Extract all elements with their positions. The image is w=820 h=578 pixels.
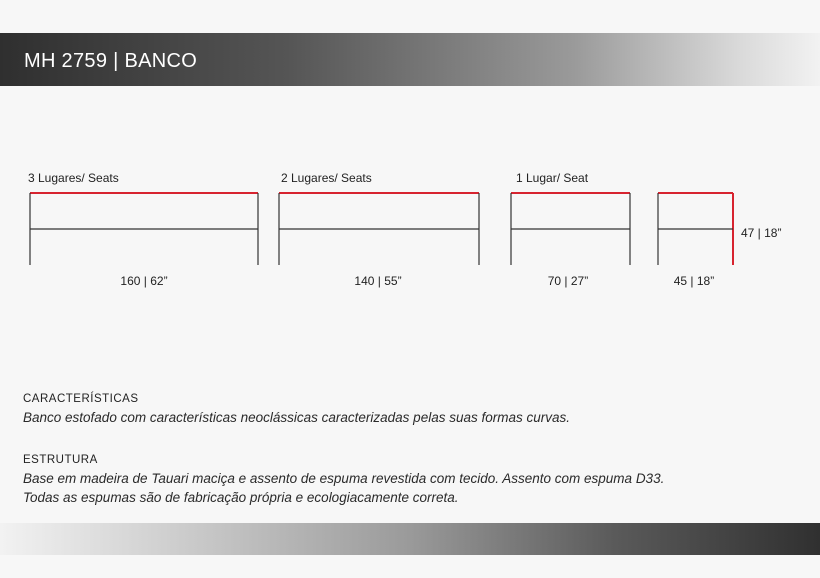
seat-label-1: 1 Lugar/ Seat	[516, 171, 589, 185]
footer-band	[0, 523, 820, 555]
depth-dimension: 45 | 18”	[673, 274, 715, 288]
structure-heading: ESTRUTURA	[23, 454, 98, 466]
structure-section	[23, 454, 683, 507]
seat-label-2: 2 Lugares/ Seats	[281, 171, 372, 185]
seat-label-3: 3 Lugares/ Seats	[28, 171, 119, 185]
characteristics-heading: CARACTERÍSTICAS	[23, 393, 139, 405]
width-dimension-3: 160 | 62”	[120, 274, 168, 288]
width-dimension-1: 70 | 27”	[547, 274, 589, 288]
bench-3-seats-drawing	[28, 171, 258, 288]
characteristics-section	[23, 393, 683, 427]
bench-2-seats-drawing	[279, 171, 479, 288]
bench-1-seat-drawing	[511, 171, 630, 288]
bench-side-view-drawing	[658, 193, 781, 288]
characteristics-text: Banco estofado com características neoclássicas caracterizadas pelas suas formas curvas.	[23, 410, 570, 425]
structure-text: Base em madeira de Tauari maciça e assento de espuma revestida com tecido. Assento com espuma D33. Todas as espumas são de fabricação própria e ecologiacamente correta.	[23, 471, 665, 505]
width-dimension-2: 140 | 55”	[354, 274, 402, 288]
page-title: MH 2759 | BANCO	[24, 50, 198, 72]
height-dimension: 47 | 18”	[741, 226, 782, 240]
